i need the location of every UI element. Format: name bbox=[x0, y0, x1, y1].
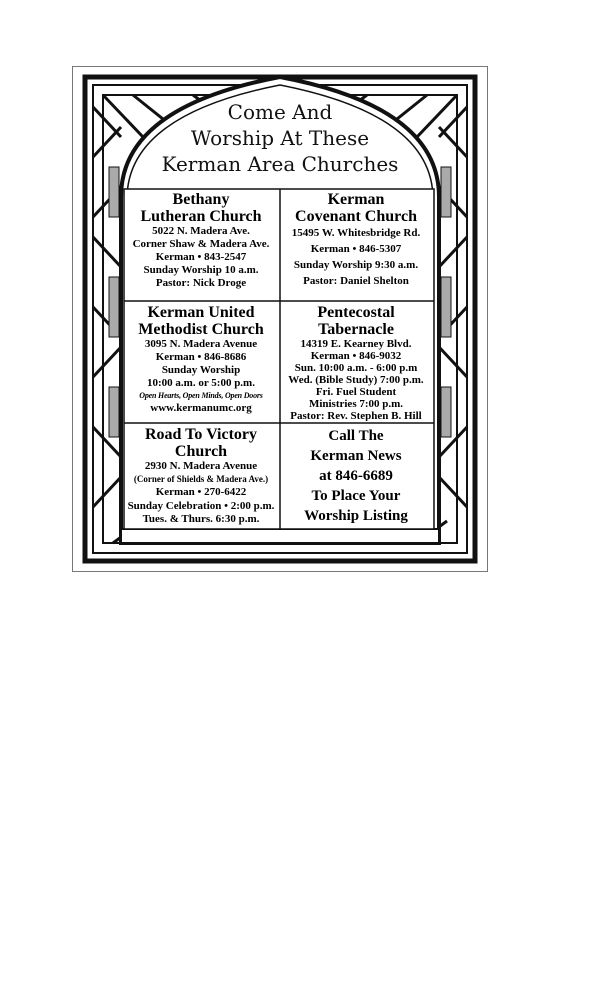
church-grid bbox=[124, 188, 432, 526]
church-service-times: Sun. 10:00 a.m. - 6:00 p.m bbox=[294, 362, 418, 374]
church-name: Road To Victory bbox=[144, 426, 257, 443]
church-name: Methodist Church bbox=[138, 321, 264, 338]
church-service-times: 10:00 a.m. or 5:00 p.m. bbox=[147, 377, 255, 389]
church-phone: Kerman • 846-8686 bbox=[155, 351, 247, 363]
church-name: Pentecostal bbox=[317, 304, 395, 321]
church-youth-ministry: Fri. Fuel Student bbox=[315, 386, 397, 398]
church-bethany-lutheran bbox=[124, 188, 278, 300]
heading-line-3: Kerman Area Churches bbox=[161, 152, 399, 176]
church-phone: Kerman • 270-6422 bbox=[155, 486, 247, 498]
church-service-times: Sunday Celebration • 2:00 p.m. bbox=[127, 500, 275, 512]
church-motto: Open Hearts, Open Minds, Open Doors bbox=[139, 391, 263, 400]
church-service-times: Sunday Worship 9:30 a.m. bbox=[293, 259, 419, 271]
call-line: Kerman News bbox=[310, 448, 402, 464]
church-address: 5022 N. Madera Ave. bbox=[152, 225, 250, 237]
church-cross-streets: Corner Shaw & Madera Ave. bbox=[132, 238, 270, 250]
church-kerman-covenant bbox=[280, 188, 432, 300]
church-pastor: Pastor: Daniel Shelton bbox=[303, 275, 409, 287]
church-pastor: Pastor: Nick Droge bbox=[155, 277, 247, 289]
church-address: 2930 N. Madera Avenue bbox=[144, 460, 258, 472]
church-address: 3095 N. Madera Avenue bbox=[144, 338, 258, 350]
church-name: Bethany bbox=[172, 191, 230, 208]
heading-line-1: Come And bbox=[227, 100, 333, 124]
call-line: Worship Listing bbox=[304, 508, 408, 524]
church-pentecostal-tabernacle bbox=[280, 301, 432, 421]
church-website: www.kermanumc.org bbox=[150, 402, 252, 414]
church-phone: Kerman • 843-2547 bbox=[155, 251, 247, 263]
call-to-action bbox=[280, 423, 432, 526]
church-address: 14319 E. Kearney Blvd. bbox=[300, 338, 412, 350]
church-name: Tabernacle bbox=[318, 321, 394, 338]
church-phone: Kerman • 846-9032 bbox=[310, 350, 402, 362]
church-service-label: Sunday Worship bbox=[161, 364, 241, 376]
church-pastor: Pastor: Rev. Stephen B. Hill bbox=[290, 410, 422, 421]
heading-line-2: Worship At These bbox=[190, 126, 370, 150]
church-bible-study: Wed. (Bible Study) 7:00 p.m. bbox=[288, 374, 424, 386]
church-kerman-united-methodist bbox=[124, 301, 278, 421]
church-cross-streets: (Corner of Shields & Madera Ave.) bbox=[133, 474, 269, 484]
church-youth-ministry-time: Ministries 7:00 p.m. bbox=[308, 398, 404, 410]
church-name: Kerman bbox=[327, 191, 385, 208]
church-road-to-victory bbox=[124, 423, 278, 526]
church-name: Kerman United bbox=[147, 304, 255, 321]
church-service-times: Sunday Worship 10 a.m. bbox=[143, 264, 259, 276]
call-line: To Place Your bbox=[311, 488, 401, 504]
church-address: 15495 W. Whitesbridge Rd. bbox=[291, 227, 421, 239]
church-phone: Kerman • 846-5307 bbox=[310, 243, 402, 255]
church-name: Covenant Church bbox=[295, 208, 417, 225]
church-midweek-times: Tues. & Thurs. 6:30 p.m. bbox=[142, 513, 260, 525]
ad-heading bbox=[119, 99, 441, 177]
church-name: Lutheran Church bbox=[140, 208, 262, 225]
church-name: Church bbox=[174, 443, 228, 460]
call-line: Call The bbox=[328, 428, 384, 444]
call-phone: at 846-6689 bbox=[319, 468, 393, 484]
